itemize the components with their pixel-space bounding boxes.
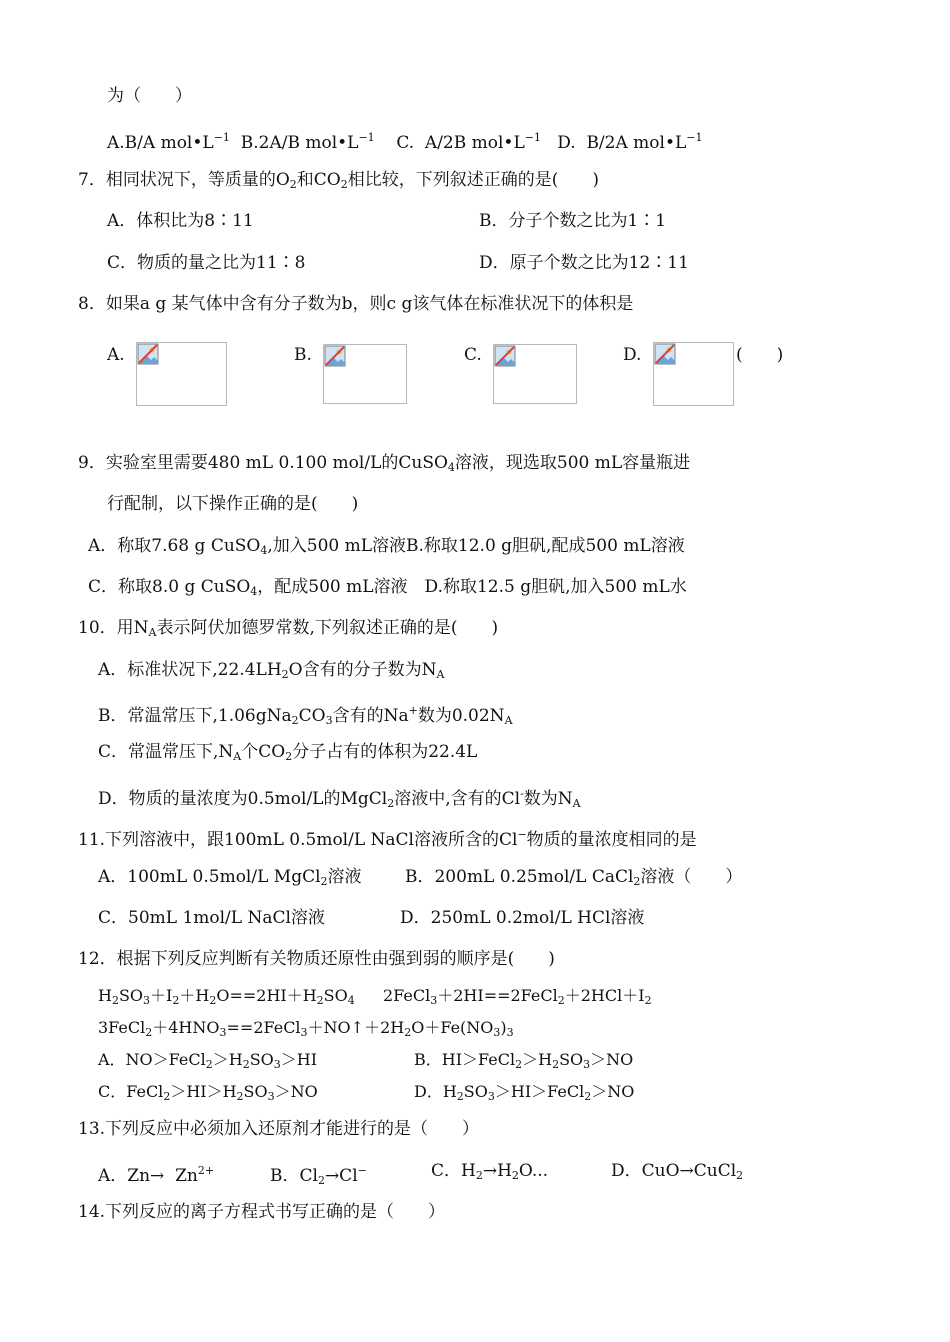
q11-option-c: C．50mL 1mol/L NaCl溶液 [98, 908, 325, 928]
q10-stem: 10．用$N_A$表示阿伏加德罗常数,下列叙述正确的是( ) [78, 618, 499, 639]
q13-option-b: B．$Cl_2\to Cl^-$ [270, 1164, 367, 1187]
q8-option-a-image [136, 342, 227, 406]
q8-option-b-label: B. [294, 345, 312, 365]
q12-option-c: C．$FeCl_2>HI>H_2SO_3>NO$ [98, 1082, 318, 1103]
q8-option-c-label: C. [464, 345, 482, 365]
q7-option-b: B．分子个数之比为1∶1 [479, 211, 667, 231]
broken-image-icon [654, 343, 676, 365]
q11-stem: 11.下列溶液中，跟100mL 0.5mol/L NaCl溶液所含的Cl−物质的量浓度相同的是 [78, 828, 697, 850]
q8-option-a-label: A. [107, 345, 125, 365]
q8-option-d-label: D. [623, 345, 642, 365]
q10-option-a: A．标准状况下$,22.4LH_2O$含有的分子数为$N_A$ [98, 660, 445, 681]
q7-option-c: C．物质的量之比为11∶8 [107, 253, 306, 273]
q9-options-cd: C．称取8.0 g CuSO$_4$，配成500 mL溶液 D.称取12.5 g胆矾,加入500 mL水 [88, 577, 687, 598]
q12-equation-2: $2FeCl_3+2HI==2FeCl_2+2HCl+I_2$ [383, 986, 652, 1007]
q13-option-c: C．$H_2\to H_2O$... [431, 1161, 549, 1182]
q13-stem: 13.下列反应中必须加入还原剂才能进行的是（ ） [78, 1119, 480, 1139]
q9-stem-line2: 行配制，以下操作正确的是( ) [107, 494, 359, 514]
q7-stem: 7．相同状况下，等质量的$O_2$和$CO_2$相比较，下列叙述正确的是( ) [78, 170, 599, 191]
q6-option-c: C. A/2B $mol•L^{-1}$ [396, 131, 541, 153]
q11-option-d: D．250mL 0.2mol/L HCl溶液 [400, 908, 645, 928]
q12-option-d: D．$H_2SO_3>HI>FeCl_2>NO$ [414, 1082, 635, 1103]
q11-option-b: B．200mL 0.25mol/L CaCl$_2$溶液（ ） [405, 867, 743, 888]
q11-option-a: A．100mL 0.5mol/L MgCl$_2$溶液 [98, 867, 362, 888]
q8-answer-paren: ( ) [736, 345, 784, 365]
q7-option-d: D．原子个数之比为12∶11 [479, 253, 689, 273]
q13-option-d: D．CuO→CuCl$_2$ [611, 1161, 744, 1182]
q10-option-d: D．物质的量浓度为0.5mol/L的MgCl$_2$溶液中,含有的Cl-数为$N_A$ [98, 787, 581, 810]
q6-tail: 为（ ） [107, 86, 192, 106]
q14-stem: 14.下列反应的离子方程式书写正确的是（ ） [78, 1202, 446, 1222]
q10-option-b: B．常温常压下$,1.06gNa_2CO_3$含有的Na+数为$0.02N_A$ [98, 704, 513, 727]
broken-image-icon [494, 345, 516, 367]
q7-option-a: A．体积比为8∶11 [107, 211, 254, 231]
q12-option-b: B．$HI>FeCl_2>H_2SO_3>NO$ [414, 1050, 634, 1071]
q13-option-a: A．$Zn\to Zn^{2+}$ [98, 1164, 215, 1186]
q6-option-b: B.2A/B $mol•L^{-1}$ [240, 131, 375, 153]
q12-option-a: A．$NO>FeCl_2>H_2SO_3>HI$ [98, 1050, 318, 1071]
q12-equation-1: $H_2SO_3+I_2+H_2O==2HI+H_2SO_4$ [98, 986, 355, 1007]
q12-equation-3: $3FeCl_2+4HNO_3==2FeCl_3+NO↑+2H_2O+Fe(NO_3)_3$ [98, 1018, 514, 1039]
q8-option-d-image [653, 342, 734, 406]
q8-stem: 8．如果a g 某气体中含有分子数为b，则c g该气体在标准状况下的体积是 [78, 294, 634, 314]
q9-stem-line1: 9．实验室里需要480 mL 0.100 mol/L的CuSO$_4$溶液，现选取500 mL容量瓶进 [78, 453, 691, 474]
q8-option-b-image [323, 344, 407, 404]
q8-option-c-image [493, 344, 577, 404]
broken-image-icon [137, 343, 159, 365]
q6-option-d: D. B/2A $mol•L^{-1}$ [557, 131, 703, 153]
q9-options-ab: A．称取7.68 g CuSO$_4$,加入500 mL溶液B.称取12.0 g胆矾,配成500 mL溶液 [88, 536, 685, 557]
q6-options [107, 127, 702, 154]
q10-option-c: C．常温常压下$,N_A$个$CO_2$分子占有的体积为22.4L [98, 742, 478, 763]
q6-option-a: A.B/A $mol•L^{-1}$ [107, 131, 230, 153]
broken-image-icon [324, 345, 346, 367]
q12-stem: 12．根据下列反应判断有关物质还原性由强到弱的顺序是( ) [78, 949, 555, 969]
